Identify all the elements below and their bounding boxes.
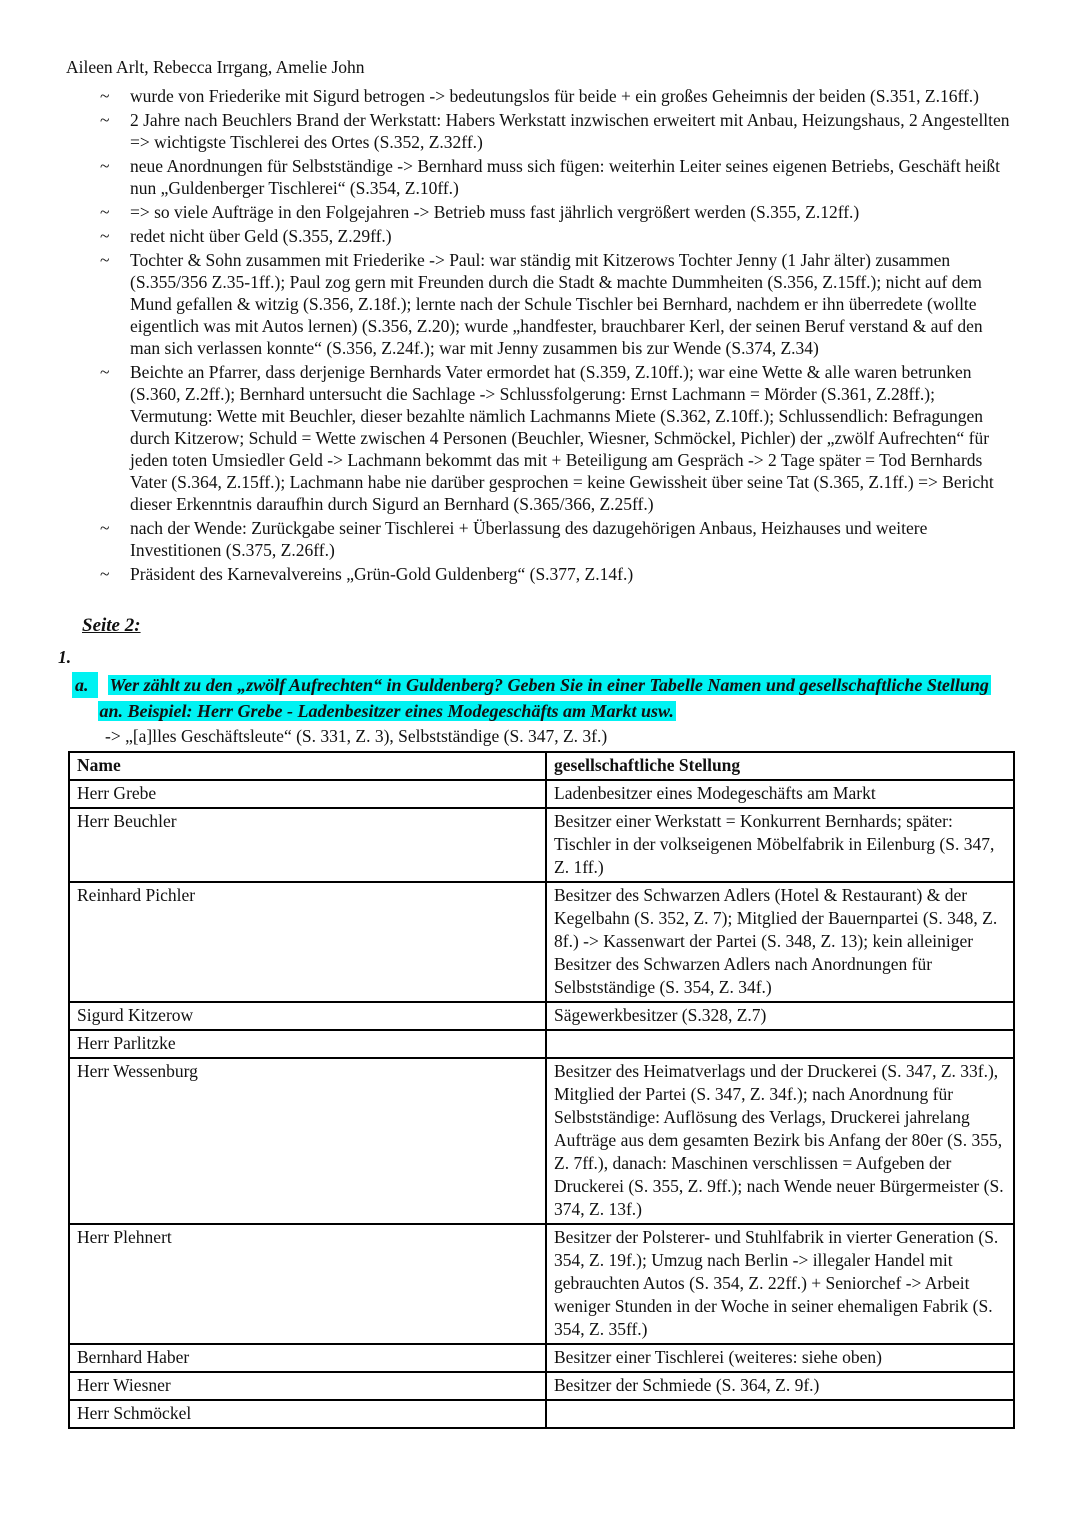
note-text: Tochter & Sohn zusammen mit Friederike -> Paul: war ständig mit Kitzerows Tochter Jenny (1 Jahr älter) zusammen (S.355/356 Z.35-1ff.); Paul zog gern mit Freunden durch die Stadt & machte Dummheiten (S.356, Z.15ff.); nicht auf dem Mund gefallen & witzig (S.356, Z.18f.); lernte nach der Schule Tischler bei Bernhard, nachdem er ihn überredete (wollte eigentlich was mit Autos lernen) (S.356, Z.20); wurde „handfester, brauchbarer Kerl, der seinen Beruf verstand & auf den man sich verlassen konnte“ (S.356, Z.24f.); war mit Jenny zusammen bis zur Wende (S.374, Z.34) bbox=[130, 250, 983, 358]
table-row bbox=[69, 1224, 1014, 1344]
tilde-bullet: ~ bbox=[100, 202, 110, 222]
section-heading: Seite 2: bbox=[82, 615, 141, 636]
note-text: redet nicht über Geld (S.355, Z.29ff.) bbox=[130, 226, 392, 246]
table-row bbox=[69, 1002, 1014, 1030]
note-text: wurde von Friederike mit Sigurd betrogen -> bedeutungslos für beide + ein großes Geheimnis der beiden (S.351, Z.16ff.) bbox=[130, 86, 980, 106]
name-cell: Herr Grebe bbox=[69, 780, 546, 808]
note-item bbox=[66, 201, 1010, 223]
tilde-bullet: ~ bbox=[100, 226, 110, 246]
highlighted-question: Wer zählt zu den „zwölf Aufrechten“ in Guldenberg? Geben Sie in einer Tabelle Namen und gesellschaftliche Stellung an. Beispiel: Herr Grebe - Ladenbesitzer eines Modegeschäfts am Markt usw. bbox=[99, 675, 989, 721]
note-item bbox=[66, 517, 1010, 561]
table-row bbox=[69, 1058, 1014, 1224]
stellung-cell bbox=[546, 1030, 1014, 1058]
tilde-bullet: ~ bbox=[100, 156, 110, 176]
tilde-bullet: ~ bbox=[100, 362, 110, 382]
notes-list bbox=[66, 85, 1016, 585]
stellung-cell: Besitzer des Heimatverlags und der Druckerei (S. 347, Z. 33f.), Mitglied der Partei (S. 347, Z. 34f.); nach Anordnung für Selbstständige: Auflösung des Verlags, Druckerei jahrelang Aufträge aus dem gesamten Bezirk bis Anfang der 80er (S. 355, Z. 7ff.), danach: Maschinen verschlissen = Aufgeben der Druckerei (S. 355, Z. 9ff.); nach Wende neuer Bürgermeister (S. 374, Z. 13f.) bbox=[546, 1058, 1014, 1224]
table-row bbox=[69, 1344, 1014, 1372]
note-text: nach der Wende: Zurückgabe seiner Tischlerei + Überlassung des dazugehörigen Anbaus, Heizhauses und weitere Investitionen (S.375, Z.26ff.) bbox=[130, 518, 928, 560]
name-cell: Herr Parlitzke bbox=[69, 1030, 546, 1058]
table-row bbox=[69, 1372, 1014, 1400]
table-row bbox=[69, 1400, 1014, 1428]
stellung-cell: Sägewerkbesitzer (S.328, Z.7) bbox=[546, 1002, 1014, 1030]
note-item bbox=[66, 225, 1010, 247]
note-item bbox=[66, 155, 1010, 199]
note-text: 2 Jahre nach Beuchlers Brand der Werkstatt: Habers Werkstatt inzwischen erweitert mit Anbau, Heizungshaus, 2 Angestellten => wichtigste Tischlerei des Ortes (S.352, Z.32ff.) bbox=[130, 110, 1010, 152]
note-item bbox=[66, 563, 1010, 585]
table-header-row bbox=[69, 752, 1014, 780]
note-item bbox=[66, 249, 1010, 359]
note-item bbox=[66, 85, 1010, 107]
answer-intro: -> „[a]lles Geschäftsleute“ (S. 331, Z. 3), Selbstständige (S. 347, Z. 3f.) bbox=[105, 726, 608, 746]
stellung-cell bbox=[546, 1400, 1014, 1428]
note-text: Präsident des Karnevalvereins „Grün-Gold Guldenberg“ (S.377, Z.14f.) bbox=[130, 564, 634, 584]
table-row bbox=[69, 882, 1014, 1002]
note-text: => so viele Aufträge in den Folgejahren -> Betrieb muss fast jährlich vergrößert werden (S.355, Z.12ff.) bbox=[130, 202, 860, 222]
name-cell: Herr Schmöckel bbox=[69, 1400, 546, 1428]
name-cell: Herr Plehnert bbox=[69, 1224, 546, 1344]
authors-line: Aileen Arlt, Rebecca Irrgang, Amelie John bbox=[66, 57, 365, 77]
note-text: Beichte an Pfarrer, dass derjenige Bernhards Vater ermordet hat (S.359, Z.10ff.); war eine Wette & alle waren betrunken (S.360, Z.2ff.); Bernhard untersucht die Sachlage -> Schlussfolgerung: Ernst Lachmann = Mörder (S.361, Z.28ff.); Vermutung: Wette mit Beuchler, dieser bezahlte nämlich Lachmanns Miete (S.362, Z.10ff.); Schlussendlich: Befragungen durch Kitzerow; Schuld = Wette zwischen 4 Personen (Beuchler, Wiesner, Schmöckel, Pichler) der „zwölf Aufrechten“ für jeden toten Umsiedler Geld -> Lachmann bekommt das mit + Beteiligung am Gespräch -> 2 Tage später = Tod Bernhards Vater (S.364, Z.15ff.); Lachmann habe nie darüber gesprochen = keine Gewissheit über seine Tat (S.365, Z.1ff.) => Bericht dieser Erkenntnis daraufhin durch Sigurd an Bernhard (S.365/366, Z.25ff.) bbox=[130, 362, 994, 514]
tilde-bullet: ~ bbox=[100, 110, 110, 130]
table-row bbox=[69, 808, 1014, 882]
name-cell: Bernhard Haber bbox=[69, 1344, 546, 1372]
stellung-cell: Besitzer einer Werkstatt = Konkurrent Bernhards; später: Tischler in der volkseigenen Möbelfabrik in Eilenburg (S. 347, Z. 1ff.) bbox=[546, 808, 1014, 882]
note-item bbox=[66, 109, 1010, 153]
stellung-cell: Besitzer einer Tischlerei (weiteres: siehe oben) bbox=[546, 1344, 1014, 1372]
tilde-bullet: ~ bbox=[100, 250, 110, 270]
column-header-stellung: gesellschaftliche Stellung bbox=[546, 752, 1014, 780]
note-text: neue Anordnungen für Selbstständige -> Bernhard muss sich fügen: weiterhin Leiter seines eigenen Betriebs, Geschäft heißt nun „Guldenberger Tischlerei“ (S.354, Z.10ff.) bbox=[130, 156, 1001, 198]
question-block bbox=[72, 672, 1014, 724]
stellung-cell: Besitzer der Polsterer- und Stuhlfabrik in vierter Generation (S. 354, Z. 19f.); Umzug nach Berlin -> illegaler Handel mit gebrauchten Autos (S. 354, Z. 22ff.) + Seniorchef -> Arbeit weniger Stunden in der Woche in seiner ehemaligen Fabrik (S. 354, Z. 35ff.) bbox=[546, 1224, 1014, 1344]
stellung-cell: Besitzer der Schmiede (S. 364, Z. 9f.) bbox=[546, 1372, 1014, 1400]
tilde-bullet: ~ bbox=[100, 518, 110, 538]
tilde-bullet: ~ bbox=[100, 86, 110, 106]
note-item bbox=[66, 361, 1010, 515]
name-cell: Herr Wiesner bbox=[69, 1372, 546, 1400]
tilde-bullet: ~ bbox=[100, 564, 110, 584]
name-cell: Sigurd Kitzerow bbox=[69, 1002, 546, 1030]
table-row bbox=[69, 1030, 1014, 1058]
names-table bbox=[68, 751, 1015, 1429]
question-number: 1. bbox=[58, 647, 72, 667]
column-header-name: Name bbox=[69, 752, 546, 780]
name-cell: Herr Wessenburg bbox=[69, 1058, 546, 1224]
name-cell: Herr Beuchler bbox=[69, 808, 546, 882]
table-row bbox=[69, 780, 1014, 808]
stellung-cell: Besitzer des Schwarzen Adlers (Hotel & Restaurant) & der Kegelbahn (S. 352, Z. 7); Mitglied der Bauernpartei (S. 348, Z. 8f.) -> Kassenwart der Partei (S. 348, Z. 13); kein alleiniger Besitzer des Schwarzen Adlers nach Anordnungen für Selbstständige (S. 354, Z. 34f.) bbox=[546, 882, 1014, 1002]
name-cell: Reinhard Pichler bbox=[69, 882, 546, 1002]
question-text bbox=[98, 672, 1010, 724]
stellung-cell: Ladenbesitzer eines Modegeschäfts am Markt bbox=[546, 780, 1014, 808]
question-letter: a. bbox=[72, 672, 98, 698]
